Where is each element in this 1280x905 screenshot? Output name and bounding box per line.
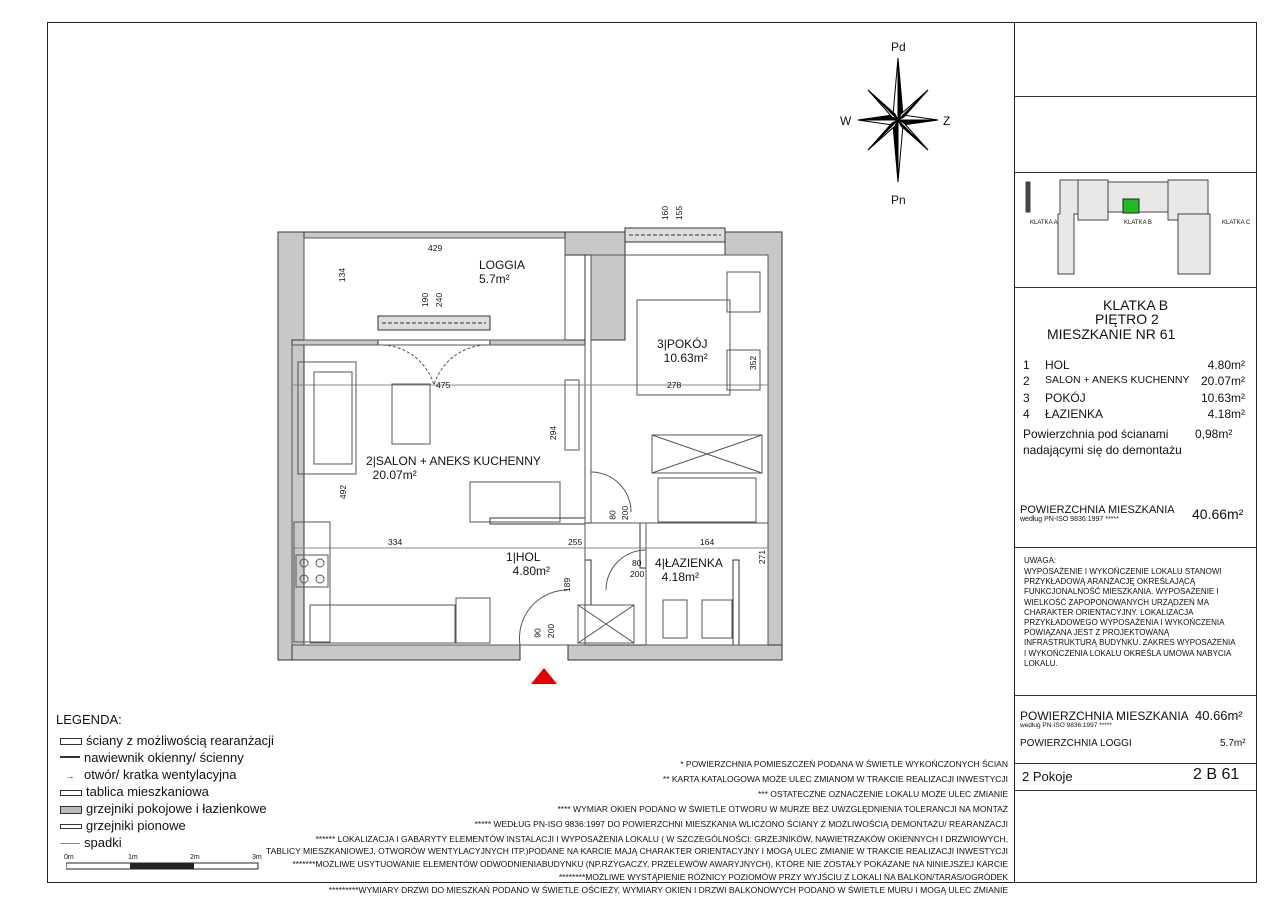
note-10: *********WYMIARY DRZWI DO MIESZKAŃ PODANO W ŚWIETLE OŚCIEŻY, WYMIARY OKIEN I DRZWI BALKONOWYCH PODANO W ŚWIETLE MURU I MOGĄ ULEC ZMIANIE bbox=[328, 885, 1008, 895]
compass-north: Pn bbox=[891, 193, 906, 207]
legend-item: nawiewnik okienny/ ścienny bbox=[60, 750, 244, 767]
note-8: *******MOŻLIWE USYTUOWANIE ELEMENTÓW ODWODNIENIABUDYNKU (NP.RZYGACZY, PRZELEWÓW AWARYJNYCH), KTÓRE NIE ZOSTAŁY POKAZANE NA NINIEJSZEJ KARCIE bbox=[292, 859, 1008, 869]
entrance-marker bbox=[531, 668, 557, 684]
key-klatka-a: KLATKA A bbox=[1030, 220, 1058, 226]
uwaga-text: WYPOSAŻENIE I WYKOŃCZENIE LOKALU STANOWI PRZYKŁADOWĄ ARANŻACJĘ OKREŚLAJĄCĄ FUNKCJONALNOŚĆ MIESZKANIA. WYPOSAŻENIE I WIELKOŚĆ ZAPOPONOWANYCH URZĄDZEŃ MA CHARAKTER ORIENTACYJNY. LOKALIZACJA PRZYKŁADOWEGO WYPOSAŻENIA I WYKOŃCZENIA POWIĄZANA JEST Z PROJEKTOWANĄ INFRASTRUKTURĄ BUDYNKU. ZAKRES WYPOSAŻENIA I WYKOŃCZENIA LOKALU OKREŚLA UMOWA NABYCIA LOKALU. bbox=[1024, 567, 1236, 668]
legend-item: tablica mieszkaniowa bbox=[60, 784, 209, 801]
dim-label: 278 bbox=[667, 380, 682, 390]
salon-label: 2|SALON + ANEKS KUCHENNY 20.07m² bbox=[366, 454, 541, 482]
mieszkanie-title: MIESZKANIE NR 61 bbox=[1047, 326, 1176, 342]
radiator-icon bbox=[60, 806, 82, 814]
summary-value: 40.66m² bbox=[1195, 708, 1243, 723]
pokoj-label: 3|POKÓJ 10.63m² bbox=[657, 337, 708, 365]
dim-label: 190 bbox=[420, 292, 431, 308]
scale-0: 0m bbox=[64, 854, 74, 861]
room-row-1: 1 HOL 4.80m² bbox=[1023, 358, 1245, 372]
note-3: *** OSTATECZNE OZNACZENIE LOKALU MOŻE ULEC ZMIANIE bbox=[758, 789, 1008, 799]
walls-note-area: 0,98m² bbox=[1195, 427, 1233, 441]
dim-label: 200 bbox=[620, 505, 631, 521]
legend-item: → otwór/ kratka wentylacyjna bbox=[60, 767, 236, 784]
pietro-title: PIĘTRO 2 bbox=[1095, 311, 1159, 327]
legend-title: LEGENDA: bbox=[56, 712, 122, 727]
vent-icon bbox=[60, 756, 80, 762]
room-row-4: 4 ŁAZIENKA 4.18m² bbox=[1023, 407, 1245, 421]
room-row-3: 3 POKÓJ 10.63m² bbox=[1023, 391, 1245, 405]
dim-label: 492 bbox=[338, 484, 349, 500]
note-7: TABLICY MIESZKANIOWEJ, OTWORÓW WENTYLACYJNYCH ITP.)PODANE NA KARCIE MAJĄ CHARAKTER ORIENTACYJNY I MOGĄ ULEC ZMIANIE W TRAKCIE REALIZACJI INWESTYCJI bbox=[266, 846, 1008, 856]
scale-1: 1m bbox=[128, 854, 138, 861]
dim-label: 80 bbox=[632, 558, 642, 568]
dim-label: 90 bbox=[532, 628, 543, 638]
room-row-2: 2 SALON + ANEKS KUCHENNY 20.07m² bbox=[1023, 374, 1245, 388]
wall-icon bbox=[60, 738, 82, 745]
uwaga-title: UWAGA: bbox=[1024, 556, 1057, 565]
lazienka-label: 4|ŁAZIENKA 4.18m² bbox=[655, 556, 723, 584]
dim-label: 200 bbox=[630, 569, 645, 579]
vertical-radiator-icon bbox=[60, 824, 82, 829]
key-klatka-b: KLATKA B bbox=[1124, 220, 1152, 226]
compass-south: Pd bbox=[891, 40, 906, 54]
dim-label: 240 bbox=[434, 292, 445, 308]
dim-label: 352 bbox=[748, 355, 759, 371]
summary-title: POWIERZCHNIA MIESZKANIA bbox=[1020, 709, 1189, 723]
dim-label: 189 bbox=[562, 577, 573, 593]
note-5: ***** WEDŁUG PN-ISO 9836:1997 DO POWIERZCHNI MIESZKANIA WLICZONO ŚCIANY Z MOŻLIWOŚCIĄ DEMONTAŻU/ REARANŻACJI bbox=[474, 819, 1008, 829]
legend-item: grzejniki pionowe bbox=[60, 818, 186, 835]
area-value: 40.66m² bbox=[1192, 506, 1244, 522]
compass-east: Z bbox=[943, 114, 951, 128]
note-2: ** KARTA KATALOGOWA MOŻE ULEC ZMIANOM W TRAKCIE REALIZACJI INWESTYCJI bbox=[662, 774, 1008, 784]
key-klatka-c: KLATKA C bbox=[1222, 220, 1251, 226]
legend-item: spadki bbox=[60, 835, 122, 852]
scale-2: 2m bbox=[190, 854, 200, 861]
scale-3: 3m bbox=[252, 854, 262, 861]
klatka-title: KLATKA B bbox=[1103, 297, 1169, 313]
dim-label: 294 bbox=[548, 425, 559, 441]
dim-label: 429 bbox=[428, 243, 443, 253]
apartment-code: 2 B 61 bbox=[1193, 766, 1240, 783]
compass-west: W bbox=[840, 114, 852, 128]
note-9: ********MOŻLIWE WYSTĄPIENIE RÓŻNICY POZIOMÓW PRZY WYJŚCIU Z LOKALI NA BALKON/TARAS/OGRÓDEK bbox=[558, 872, 1008, 882]
area-sub: według PN-ISO 9836:1997 ***** bbox=[1020, 516, 1119, 523]
key-highlight bbox=[1123, 199, 1139, 213]
note-6: ****** LOKALIZACJA I GABARYTY ELEMENTÓW INSTALACJI I WYPOSAŻENIA LOKALU ( W SZCZEGÓLNOŚCI: GRZEJNIKÓW, NAWIETRZAKÓW OKIENNYCH I DRZWIOWYCH, bbox=[315, 834, 1008, 844]
dim-label: 80 bbox=[607, 510, 618, 520]
outer-walls bbox=[278, 232, 782, 660]
pokoje-count: 2 Pokoje bbox=[1022, 769, 1073, 784]
area-title: POWIERZCHNIA MIESZKANIA bbox=[1020, 504, 1175, 516]
arrow-icon: → bbox=[65, 770, 75, 781]
dim-label: 134 bbox=[337, 267, 348, 283]
dim-label: 271 bbox=[757, 549, 768, 565]
note-1: * POWIERZCHNIA POMIESZCZEŃ PODANA W ŚWIETLE WYKOŃCZONYCH ŚCIAN bbox=[680, 759, 1008, 769]
loggia-label: LOGGIA 5.7m² bbox=[479, 258, 526, 286]
dim-label: 160 bbox=[660, 205, 671, 221]
dim-label: 255 bbox=[568, 537, 583, 547]
key-plan bbox=[1018, 174, 1256, 284]
loggia-area-value: 5.7m² bbox=[1220, 738, 1246, 749]
dim-label: 155 bbox=[674, 205, 685, 221]
walls-note-line2: nadającymi się do demontażu bbox=[1023, 443, 1182, 457]
doors bbox=[378, 345, 646, 645]
panel-icon bbox=[60, 790, 82, 796]
hol-label: 1|HOL 4.80m² bbox=[506, 550, 551, 578]
slope-icon bbox=[60, 843, 80, 845]
walls-note-line1: Powierzchnia pod ścianami bbox=[1023, 427, 1169, 441]
dim-label: 475 bbox=[436, 380, 451, 390]
legend-item: ściany z możliwością rearanżacji bbox=[60, 733, 274, 750]
dim-label: 334 bbox=[388, 537, 403, 547]
legend-item: grzejniki pokojowe i łazienkowe bbox=[60, 801, 267, 818]
summary-sub: według PN-ISO 9836:1997 ***** bbox=[1020, 722, 1112, 729]
compass-rose bbox=[838, 40, 958, 210]
dim-label: 200 bbox=[546, 623, 557, 639]
scale-bar bbox=[66, 862, 266, 872]
dim-label: 164 bbox=[700, 537, 715, 547]
note-4: **** WYMIAR OKIEN PODANO W ŚWIETLE OTWORU W MURZE BEZ UWZGLĘDNIENIA TOLERANCJI NA MONTAŻ bbox=[557, 804, 1008, 814]
loggia-area-label: POWIERZCHNIA LOGGI bbox=[1020, 738, 1132, 749]
